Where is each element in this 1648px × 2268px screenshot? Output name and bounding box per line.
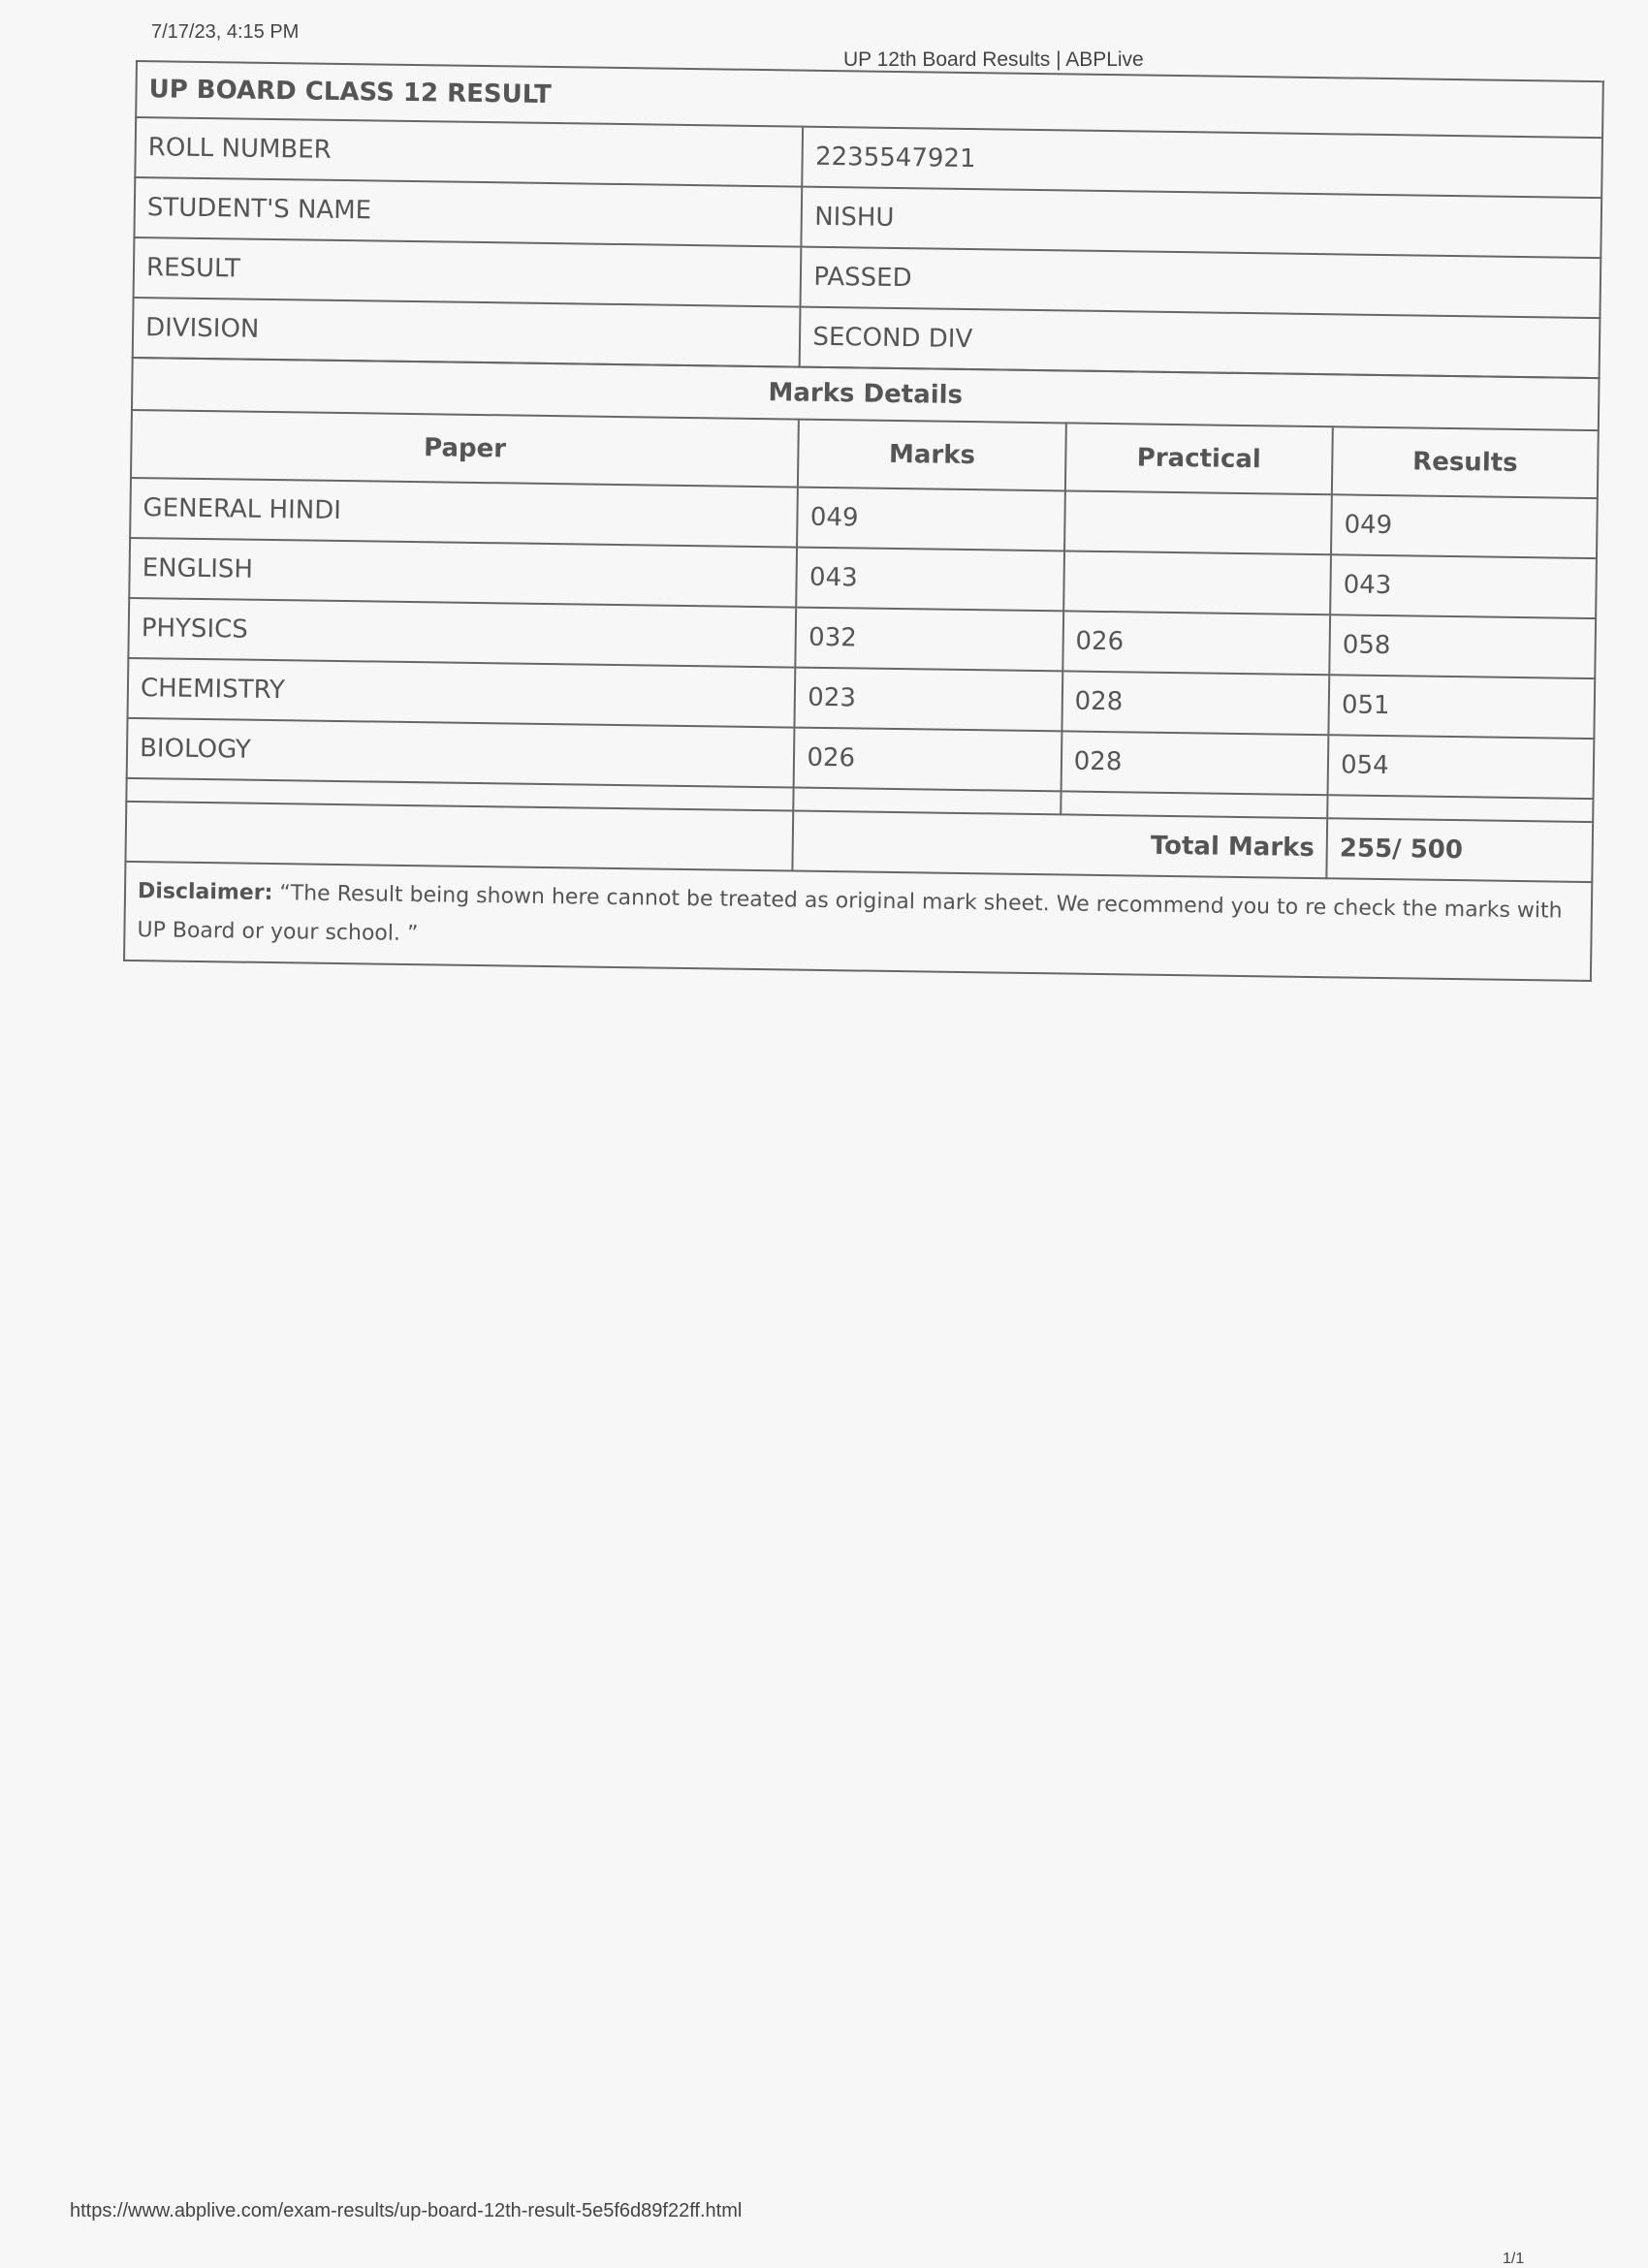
result-title: UP BOARD CLASS 12 RESULT	[136, 61, 1603, 138]
print-page-title: UP 12th Board Results | ABPLive	[843, 48, 1144, 71]
subject-result: 058	[1329, 614, 1596, 678]
roll-number-value: 2235547921	[803, 127, 1602, 199]
print-datetime: 7/17/23, 4:15 PM	[151, 21, 300, 43]
subject-result: 049	[1331, 494, 1598, 558]
field-label: ROLL NUMBER	[135, 117, 803, 187]
subject-result: 051	[1329, 675, 1596, 739]
col-practical: Practical	[1065, 423, 1333, 494]
disclaimer-text: “The Result being shown here cannot be treated as original mark sheet. We recommend you to re check the marks with UP Board or your school. ”	[137, 881, 1563, 947]
subject-name: ENGLISH	[129, 538, 797, 608]
field-label: DIVISION	[133, 298, 801, 367]
subject-name: CHEMISTRY	[128, 658, 796, 728]
field-label: STUDENT'S NAME	[134, 177, 802, 247]
subject-name: GENERAL HINDI	[130, 478, 798, 548]
field-label: RESULT	[134, 237, 802, 307]
subject-practical: 026	[1062, 611, 1330, 675]
subject-practical	[1064, 490, 1332, 554]
marks-table	[123, 357, 1600, 982]
disclaimer	[124, 862, 1592, 981]
student-info-table	[132, 60, 1604, 379]
subject-result: 043	[1330, 554, 1597, 618]
subject-marks: 023	[795, 668, 1062, 732]
col-marks: Marks	[798, 420, 1065, 491]
subject-marks: 026	[794, 728, 1062, 792]
division-value: SECOND DIV	[800, 307, 1600, 379]
col-paper: Paper	[131, 410, 799, 488]
result-value: PASSED	[801, 247, 1600, 319]
subject-name: BIOLOGY	[127, 718, 795, 788]
result-sheet	[123, 60, 1604, 982]
total-marks-label: Total Marks	[793, 811, 1328, 879]
subject-marks: 043	[797, 548, 1064, 612]
print-url: https://www.abplive.com/exam-results/up-board-12th-result-5e5f6d89f22ff.html	[70, 2200, 743, 2221]
subject-name: PHYSICS	[128, 598, 796, 668]
student-name-value: NISHU	[802, 187, 1601, 259]
col-results: Results	[1332, 426, 1599, 498]
subject-marks: 049	[797, 488, 1064, 551]
subject-marks: 032	[796, 608, 1063, 672]
marks-details-heading: Marks Details	[132, 358, 1600, 430]
subject-result: 054	[1328, 735, 1595, 799]
subject-practical: 028	[1061, 731, 1328, 795]
disclaimer-label: Disclaimer:	[137, 879, 273, 906]
subject-practical: 028	[1062, 671, 1329, 735]
total-marks-value: 255/ 500	[1326, 818, 1593, 882]
print-page-number: 1/1	[1503, 2251, 1525, 2267]
subject-practical	[1063, 551, 1331, 614]
